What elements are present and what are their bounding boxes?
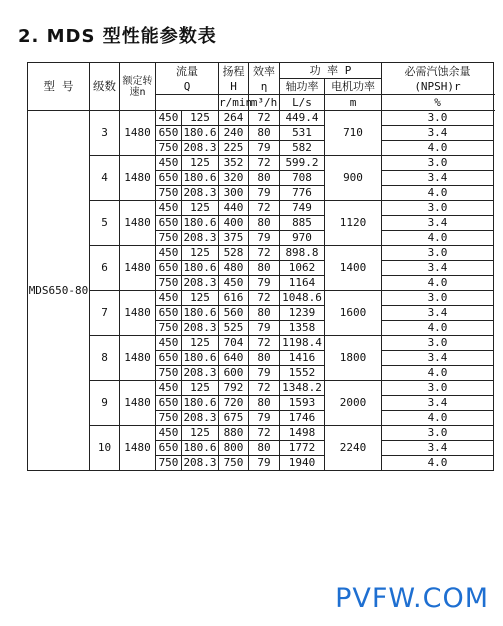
shaft-power-cell: 1552 <box>280 366 325 381</box>
flow-m3h-cell: 650 <box>156 261 182 276</box>
shaft-power-cell: 1062 <box>280 261 325 276</box>
eff-cell: 80 <box>249 396 280 411</box>
eff-cell: 79 <box>249 276 280 291</box>
table-row <box>28 246 494 261</box>
flow-m3h-cell: 450 <box>156 336 182 351</box>
stages-cell: 5 <box>90 201 120 246</box>
eff-cell: 72 <box>249 156 280 171</box>
unit-eff: % <box>382 95 494 111</box>
motor-power-cell: 2000 <box>325 381 382 426</box>
shaft-power-cell: 1048.6 <box>280 291 325 306</box>
head-cell: 352 <box>219 156 249 171</box>
eff-cell: 80 <box>249 261 280 276</box>
head-cell: 750 <box>219 456 249 471</box>
header-head-label: 扬程 <box>222 64 245 78</box>
header-flow <box>156 63 219 95</box>
head-cell: 528 <box>219 246 249 261</box>
flow-ls-cell: 180.6 <box>183 351 217 364</box>
flow-ls-cell: 180.6 <box>183 126 217 139</box>
shaft-power-cell: 898.8 <box>280 246 325 261</box>
npsh-cell: 4.0 <box>382 411 494 426</box>
shaft-power-cell: 582 <box>280 141 325 156</box>
table-row <box>28 426 494 441</box>
stages-cell: 7 <box>90 291 120 336</box>
flow-ls-cell: 125 <box>182 111 219 126</box>
head-cell: 525 <box>219 321 249 336</box>
flow-ls-cell: 180.6 <box>183 396 217 409</box>
unit-head: m <box>325 95 382 111</box>
motor-power-cell: 1120 <box>325 201 382 246</box>
header-shaft-power: 轴功率 <box>280 79 325 94</box>
stages-cell: 10 <box>90 426 120 471</box>
speed-cell: 1480 <box>120 381 156 426</box>
flow-m3h-cell: 650 <box>156 216 182 231</box>
flow-ls-cell: 180.6 <box>183 441 217 454</box>
motor-power-cell: 2240 <box>325 426 382 471</box>
flow-m3h-cell: 450 <box>156 381 182 396</box>
head-cell: 880 <box>219 426 249 441</box>
eff-cell: 72 <box>249 336 280 351</box>
unit-speed: r/min <box>219 96 253 109</box>
flow-ls-cell: 208.3 <box>183 456 217 469</box>
shaft-power-cell: 1164 <box>280 276 325 291</box>
flow-m3h-cell: 450 <box>156 156 182 171</box>
head-cell: 440 <box>219 201 249 216</box>
flow-ls-cell: 180.6 <box>183 216 217 229</box>
npsh-cell: 3.0 <box>382 381 494 396</box>
header-power-label: 功 率 P <box>280 63 381 79</box>
head-cell: 300 <box>219 186 249 201</box>
speed-cell: 1480 <box>120 336 156 381</box>
speed-cell: 1480 <box>120 156 156 201</box>
head-cell: 616 <box>219 291 249 306</box>
unit-blank <box>156 95 219 111</box>
eff-cell: 72 <box>249 381 280 396</box>
shaft-power-cell: 531 <box>280 126 325 141</box>
speed-cell: 1480 <box>120 246 156 291</box>
npsh-cell: 4.0 <box>382 276 494 291</box>
flow-m3h-cell: 750 <box>156 276 182 291</box>
npsh-cell: 3.0 <box>382 246 494 261</box>
shaft-power-cell: 1358 <box>280 321 325 336</box>
head-cell: 225 <box>219 141 249 156</box>
header-flow-label: 流量 <box>176 64 198 78</box>
npsh-cell: 4.0 <box>382 366 494 381</box>
header-power <box>280 63 382 95</box>
head-cell: 400 <box>219 216 249 231</box>
npsh-cell: 3.0 <box>382 156 494 171</box>
watermark: PVFW.COM <box>335 583 489 614</box>
eff-cell: 80 <box>249 171 280 186</box>
flow-m3h-cell: 750 <box>156 186 182 201</box>
eff-cell: 80 <box>249 351 280 366</box>
flow-m3h-cell: 450 <box>156 246 182 261</box>
flow-ls-cell: 125 <box>182 246 219 261</box>
eff-cell: 79 <box>249 456 280 471</box>
npsh-cell: 3.4 <box>382 216 494 231</box>
speed-cell: 1480 <box>120 111 156 156</box>
eff-cell: 72 <box>249 246 280 261</box>
head-cell: 720 <box>219 396 249 411</box>
flow-m3h-cell: 450 <box>156 426 182 441</box>
flow-ls-cell: 180.6 <box>183 261 217 274</box>
motor-power-cell: 900 <box>325 156 382 201</box>
flow-m3h-cell: 750 <box>156 231 182 246</box>
flow-m3h-cell: 650 <box>156 306 182 321</box>
flow-ls-cell: 125 <box>182 201 219 216</box>
eff-cell: 72 <box>249 201 280 216</box>
npsh-cell: 3.0 <box>382 336 494 351</box>
flow-ls-cell: 125 <box>182 156 219 171</box>
head-cell: 792 <box>219 381 249 396</box>
flow-ls-cell: 180.6 <box>183 306 217 319</box>
header-flow-symbol: Q <box>183 79 191 93</box>
table-row <box>28 381 494 396</box>
header-head-symbol: H <box>230 79 237 93</box>
flow-m3h-cell: 750 <box>156 321 182 336</box>
flow-m3h-cell: 650 <box>156 171 182 186</box>
head-cell: 800 <box>219 441 249 456</box>
flow-m3h-cell: 650 <box>156 396 182 411</box>
shaft-power-cell: 1593 <box>280 396 325 411</box>
shaft-power-cell: 1239 <box>280 306 325 321</box>
flow-m3h-cell: 750 <box>156 456 182 471</box>
motor-power-cell: 1600 <box>325 291 382 336</box>
eff-cell: 80 <box>249 126 280 141</box>
flow-ls-cell: 208.3 <box>183 366 217 379</box>
shaft-power-cell: 599.2 <box>280 156 325 171</box>
head-cell: 640 <box>219 351 249 366</box>
flow-m3h-cell: 650 <box>156 126 182 141</box>
head-cell: 320 <box>219 171 249 186</box>
npsh-cell: 3.0 <box>382 291 494 306</box>
motor-power-cell: 1800 <box>325 336 382 381</box>
flow-ls-cell: 125 <box>182 381 219 396</box>
npsh-cell: 3.0 <box>382 201 494 216</box>
model-cell: MDS650-80 <box>28 111 90 471</box>
table-row <box>28 156 494 171</box>
shaft-power-cell: 1772 <box>280 441 325 456</box>
head-cell: 704 <box>219 336 249 351</box>
eff-cell: 79 <box>249 231 280 246</box>
flow-m3h-cell: 750 <box>156 411 182 426</box>
npsh-cell: 4.0 <box>382 321 494 336</box>
eff-cell: 80 <box>249 441 280 456</box>
motor-power-cell: 710 <box>325 111 382 156</box>
table-row <box>28 111 494 126</box>
flow-m3h-cell: 650 <box>156 441 182 456</box>
page-title: 2. MDS 型性能参数表 <box>18 26 217 47</box>
head-cell: 480 <box>219 261 249 276</box>
npsh-cell: 3.4 <box>382 351 494 366</box>
head-cell: 450 <box>219 276 249 291</box>
eff-cell: 79 <box>249 411 280 426</box>
speed-cell: 1480 <box>120 426 156 471</box>
shaft-power-cell: 970 <box>280 231 325 246</box>
eff-cell: 79 <box>249 186 280 201</box>
header-npsh <box>382 63 494 95</box>
npsh-cell: 3.4 <box>382 306 494 321</box>
header-npsh-symbol: (NPSH)r <box>414 79 461 93</box>
shaft-power-cell: 1348.2 <box>280 381 325 396</box>
flow-ls-cell: 208.3 <box>183 321 217 334</box>
flow-ls-cell: 125 <box>182 291 219 306</box>
header-motor-power: 电机功率 <box>331 80 376 93</box>
header-npsh-label: 必需汽蚀余量 <box>404 64 471 78</box>
head-cell: 240 <box>219 126 249 141</box>
shaft-power-cell: 1746 <box>280 411 325 426</box>
motor-power-cell: 1400 <box>325 246 382 291</box>
head-cell: 264 <box>219 111 249 126</box>
eff-cell: 79 <box>249 366 280 381</box>
flow-ls-cell: 125 <box>182 426 219 441</box>
flow-ls-cell: 208.3 <box>183 186 217 199</box>
npsh-cell: 3.4 <box>382 171 494 186</box>
table-row <box>28 336 494 351</box>
shaft-power-cell: 1940 <box>280 456 325 471</box>
unit-flow-m3h: m³/h <box>249 95 280 111</box>
stages-cell: 3 <box>90 111 120 156</box>
eff-cell: 79 <box>249 321 280 336</box>
npsh-cell: 4.0 <box>382 141 494 156</box>
flow-m3h-cell: 450 <box>156 291 182 306</box>
header-head <box>219 63 249 95</box>
header-stages: 级数 <box>90 63 120 111</box>
shaft-power-cell: 449.4 <box>280 111 325 126</box>
flow-m3h-cell: 750 <box>156 141 182 156</box>
head-cell: 675 <box>219 411 249 426</box>
npsh-cell: 4.0 <box>382 186 494 201</box>
shaft-power-cell: 776 <box>280 186 325 201</box>
header-efficiency <box>249 63 280 95</box>
shaft-power-cell: 1416 <box>280 351 325 366</box>
flow-m3h-cell: 450 <box>156 111 182 126</box>
flow-m3h-cell: 750 <box>156 366 182 381</box>
unit-flow-ls: L/s <box>280 95 325 111</box>
eff-cell: 80 <box>249 306 280 321</box>
shaft-power-cell: 749 <box>280 201 325 216</box>
npsh-cell: 3.0 <box>382 426 494 441</box>
header-eff-label: 效率 <box>253 64 275 78</box>
eff-cell: 80 <box>249 216 280 231</box>
shaft-power-cell: 1498 <box>280 426 325 441</box>
flow-ls-cell: 208.3 <box>183 141 217 154</box>
flow-ls-cell: 208.3 <box>183 276 217 289</box>
speed-cell: 1480 <box>120 201 156 246</box>
npsh-cell: 3.4 <box>382 441 494 456</box>
table-body <box>28 111 494 471</box>
npsh-cell: 3.4 <box>382 261 494 276</box>
speed-cell: 1480 <box>120 291 156 336</box>
stages-cell: 6 <box>90 246 120 291</box>
head-cell: 600 <box>219 366 249 381</box>
eff-cell: 72 <box>249 426 280 441</box>
npsh-cell: 4.0 <box>382 231 494 246</box>
eff-cell: 72 <box>249 111 280 126</box>
npsh-cell: 3.4 <box>382 396 494 411</box>
header-rated-speed: 额定转速n <box>120 63 156 111</box>
head-cell: 560 <box>219 306 249 321</box>
flow-ls-cell: 180.6 <box>183 171 217 184</box>
head-cell: 375 <box>219 231 249 246</box>
shaft-power-cell: 708 <box>280 171 325 186</box>
stages-cell: 4 <box>90 156 120 201</box>
flow-m3h-cell: 450 <box>156 201 182 216</box>
npsh-cell: 3.0 <box>382 111 494 126</box>
flow-m3h-cell: 650 <box>156 351 182 366</box>
table-row <box>28 201 494 216</box>
stages-cell: 8 <box>90 336 120 381</box>
header-eff-symbol: η <box>260 79 268 93</box>
shaft-power-cell: 1198.4 <box>280 336 325 351</box>
npsh-cell: 4.0 <box>382 456 494 471</box>
eff-cell: 79 <box>249 141 280 156</box>
flow-ls-cell: 208.3 <box>183 411 217 424</box>
shaft-power-cell: 885 <box>280 216 325 231</box>
header-model: 型 号 <box>28 63 90 111</box>
flow-ls-cell: 208.3 <box>183 231 217 244</box>
eff-cell: 72 <box>249 291 280 306</box>
performance-table <box>27 62 494 471</box>
table-row <box>28 291 494 306</box>
flow-ls-cell: 125 <box>182 336 219 351</box>
stages-cell: 9 <box>90 381 120 426</box>
npsh-cell: 3.4 <box>382 126 494 141</box>
